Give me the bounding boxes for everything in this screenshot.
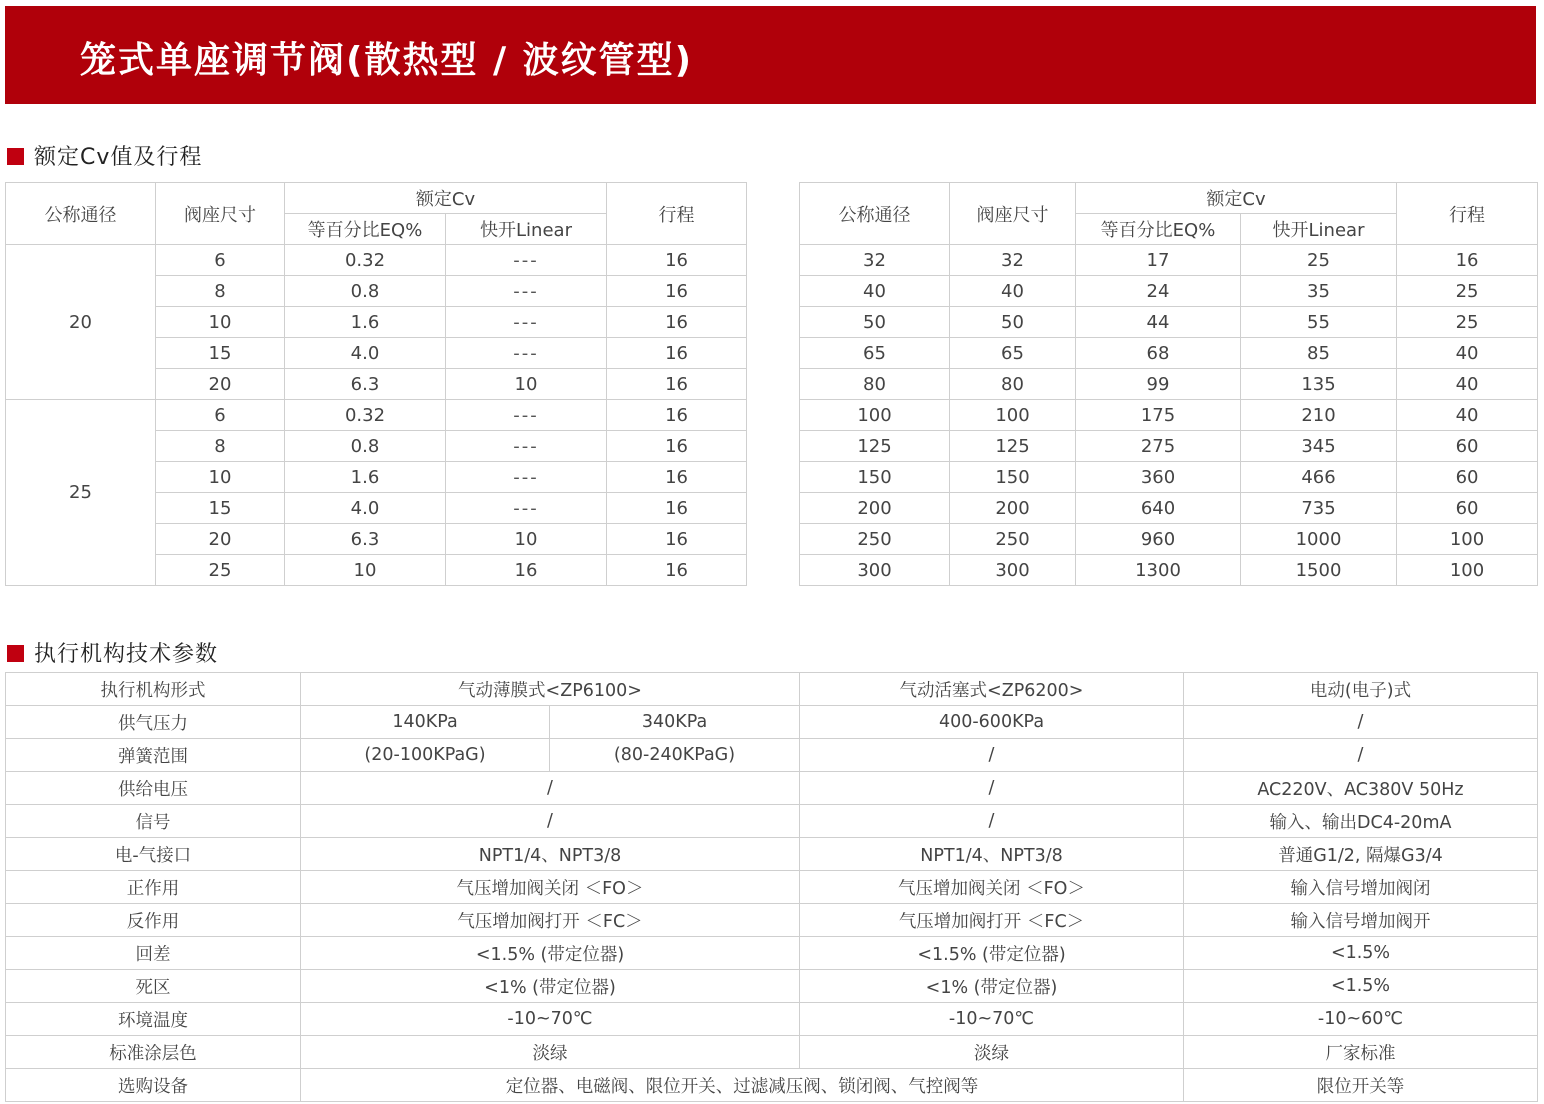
table-cell: 0.32 [285, 400, 446, 431]
table-row [800, 338, 1538, 369]
table-cell: (80-240KPaG) [550, 739, 800, 772]
table-cell: -10~60℃ [1184, 1003, 1538, 1036]
table-cell: 0.8 [285, 431, 446, 462]
row-label: 反作用 [6, 904, 301, 937]
table-cell: / [800, 805, 1184, 838]
header-electric: 电动(电子)式 [1184, 673, 1538, 706]
table-cell: 16 [607, 338, 747, 369]
header-zp6100: 气动薄膜式<ZP6100> [301, 673, 800, 706]
table-row [800, 400, 1538, 431]
table-cell: 32 [800, 245, 950, 276]
table-cell: 32 [950, 245, 1076, 276]
header-equal-percentage: 等百分比EQ% [1076, 214, 1241, 245]
table-cell: 定位器、电磁阀、限位开关、过滤减压阀、锁闭阀、气控阀等 [301, 1069, 1184, 1102]
table-cell: 275 [1076, 431, 1241, 462]
section-cv-title: 额定Cv值及行程 [34, 145, 203, 170]
table-cell: 16 [446, 555, 607, 586]
table-cell: 340KPa [550, 706, 800, 739]
row-label: 电-气接口 [6, 838, 301, 871]
table-row [800, 307, 1538, 338]
table-cell: 淡绿 [301, 1036, 800, 1069]
table-row [800, 431, 1538, 462]
table-cell: 35 [1241, 276, 1397, 307]
header-seat-size: 阀座尺寸 [156, 183, 285, 245]
table-cell: 300 [950, 555, 1076, 586]
table-cell: 65 [950, 338, 1076, 369]
table-row [6, 871, 1538, 904]
table-cell: 60 [1397, 493, 1538, 524]
table-cell: --- [446, 431, 607, 462]
table-cell: 10 [446, 524, 607, 555]
table-row [6, 805, 1538, 838]
table-cell: 16 [607, 431, 747, 462]
table-cell: 150 [800, 462, 950, 493]
nominal-diameter-cell: 25 [6, 400, 156, 586]
table-cell: (20-100KPaG) [301, 739, 550, 772]
table-row [6, 904, 1538, 937]
table-cell: 40 [950, 276, 1076, 307]
table-cell: 80 [800, 369, 950, 400]
table-header-row [800, 183, 1538, 214]
table-row [6, 706, 1538, 739]
table-row [6, 937, 1538, 970]
square-bullet-icon [7, 148, 24, 165]
header-nominal-diameter: 公称通径 [800, 183, 950, 245]
table-cell: --- [446, 400, 607, 431]
table-cell: 0.8 [285, 276, 446, 307]
table-cell: 85 [1241, 338, 1397, 369]
cv-table-left [5, 182, 747, 586]
table-cell: 960 [1076, 524, 1241, 555]
table-cell: 1300 [1076, 555, 1241, 586]
table-cell: 10 [156, 307, 285, 338]
table-cell: 40 [800, 276, 950, 307]
table-cell: <1.5% (带定位器) [301, 937, 800, 970]
table-row [800, 276, 1538, 307]
table-cell: 16 [1397, 245, 1538, 276]
table-header-row [6, 673, 1538, 706]
table-cell: 输入、输出DC4-20mA [1184, 805, 1538, 838]
table-cell: 25 [156, 555, 285, 586]
header-seat-size: 阀座尺寸 [950, 183, 1076, 245]
table-cell: <1% (带定位器) [800, 970, 1184, 1003]
table-cell: 16 [607, 462, 747, 493]
row-label: 供气压力 [6, 706, 301, 739]
table-row [6, 1069, 1538, 1102]
row-label: 信号 [6, 805, 301, 838]
header-stroke: 行程 [1397, 183, 1538, 245]
table-row [800, 245, 1538, 276]
header-rated-cv: 额定Cv [285, 183, 607, 214]
table-cell: 气压增加阀关闭 ＜FO＞ [301, 871, 800, 904]
table-cell: / [301, 805, 800, 838]
table-cell: 6 [156, 400, 285, 431]
table-cell: / [800, 772, 1184, 805]
table-cell: 4.0 [285, 493, 446, 524]
table-cell: 6.3 [285, 369, 446, 400]
table-cell: / [301, 772, 800, 805]
table-cell: 8 [156, 276, 285, 307]
table-cell: 100 [800, 400, 950, 431]
table-cell: 6.3 [285, 524, 446, 555]
table-cell: 100 [1397, 555, 1538, 586]
table-cell: 8 [156, 431, 285, 462]
table-cell: 4.0 [285, 338, 446, 369]
header-quick-open-linear: 快开Linear [1241, 214, 1397, 245]
table-cell: NPT1/4、NPT3/8 [800, 838, 1184, 871]
table-cell: 40 [1397, 400, 1538, 431]
table-cell: 限位开关等 [1184, 1069, 1538, 1102]
header-actuator-type: 执行机构形式 [6, 673, 301, 706]
table-cell: 135 [1241, 369, 1397, 400]
table-cell: / [1184, 706, 1538, 739]
table-cell: 25 [1397, 276, 1538, 307]
table-cell: 0.32 [285, 245, 446, 276]
table-row [6, 1003, 1538, 1036]
table-cell: <1.5% [1184, 970, 1538, 1003]
table-cell: <1% (带定位器) [301, 970, 800, 1003]
section-actuator-title: 执行机构技术参数 [34, 642, 219, 667]
table-cell: 1.6 [285, 462, 446, 493]
table-cell: 55 [1241, 307, 1397, 338]
table-cell: 24 [1076, 276, 1241, 307]
table-cell: 125 [950, 431, 1076, 462]
row-label: 选购设备 [6, 1069, 301, 1102]
table-row [6, 739, 1538, 772]
actuator-table [5, 672, 1538, 1102]
table-cell: 淡绿 [800, 1036, 1184, 1069]
page-title: 笼式单座调节阀(散热型 / 波纹管型) [80, 40, 694, 81]
table-cell: 输入信号增加阀闭 [1184, 871, 1538, 904]
table-cell: / [1184, 739, 1538, 772]
header-equal-percentage: 等百分比EQ% [285, 214, 446, 245]
row-label: 供给电压 [6, 772, 301, 805]
square-bullet-icon [7, 645, 24, 662]
table-cell: 140KPa [301, 706, 550, 739]
table-cell: --- [446, 462, 607, 493]
table-cell: 125 [800, 431, 950, 462]
table-row [6, 245, 747, 276]
table-cell: 16 [607, 307, 747, 338]
title-banner [5, 6, 1536, 104]
table-cell: 40 [1397, 369, 1538, 400]
table-row [6, 838, 1538, 871]
table-cell: 65 [800, 338, 950, 369]
table-cell: <1.5% (带定位器) [800, 937, 1184, 970]
header-nominal-diameter: 公称通径 [6, 183, 156, 245]
table-cell: 1500 [1241, 555, 1397, 586]
table-cell: 20 [156, 524, 285, 555]
table-cell: 17 [1076, 245, 1241, 276]
table-cell: 360 [1076, 462, 1241, 493]
table-cell: 735 [1241, 493, 1397, 524]
table-cell: 300 [800, 555, 950, 586]
table-cell: 10 [285, 555, 446, 586]
row-label: 标准涂层色 [6, 1036, 301, 1069]
table-row [6, 1036, 1538, 1069]
row-label: 死区 [6, 970, 301, 1003]
table-cell: 80 [950, 369, 1076, 400]
table-cell: 气压增加阀打开 ＜FC＞ [301, 904, 800, 937]
table-cell: 25 [1241, 245, 1397, 276]
table-cell: 210 [1241, 400, 1397, 431]
table-cell: 15 [156, 338, 285, 369]
table-row [800, 524, 1538, 555]
table-cell: 68 [1076, 338, 1241, 369]
table-cell: 175 [1076, 400, 1241, 431]
table-cell: 气压增加阀打开 ＜FC＞ [800, 904, 1184, 937]
table-cell: 400-600KPa [800, 706, 1184, 739]
table-row [6, 400, 747, 431]
table-cell: --- [446, 245, 607, 276]
table-cell: 40 [1397, 338, 1538, 369]
table-cell: AC220V、AC380V 50Hz [1184, 772, 1538, 805]
table-cell: 200 [800, 493, 950, 524]
table-header-row [6, 183, 747, 214]
table-cell: --- [446, 276, 607, 307]
table-cell: 150 [950, 462, 1076, 493]
table-row [800, 493, 1538, 524]
row-label: 正作用 [6, 871, 301, 904]
table-cell: -10~70℃ [301, 1003, 800, 1036]
table-cell: <1.5% [1184, 937, 1538, 970]
table-cell: 16 [607, 369, 747, 400]
table-cell: 50 [800, 307, 950, 338]
table-cell: 200 [950, 493, 1076, 524]
table-cell: 25 [1397, 307, 1538, 338]
table-row [800, 369, 1538, 400]
table-row [6, 970, 1538, 1003]
table-cell: 44 [1076, 307, 1241, 338]
table-cell: 100 [950, 400, 1076, 431]
header-zp6200: 气动活塞式<ZP6200> [800, 673, 1184, 706]
table-cell: 466 [1241, 462, 1397, 493]
table-cell: 640 [1076, 493, 1241, 524]
nominal-diameter-cell: 20 [6, 245, 156, 400]
table-cell: 6 [156, 245, 285, 276]
table-cell: 20 [156, 369, 285, 400]
table-cell: 1.6 [285, 307, 446, 338]
row-label: 回差 [6, 937, 301, 970]
table-row [6, 772, 1538, 805]
table-cell: --- [446, 338, 607, 369]
table-row [800, 555, 1538, 586]
table-cell: 16 [607, 524, 747, 555]
header-quick-open-linear: 快开Linear [446, 214, 607, 245]
table-cell: 50 [950, 307, 1076, 338]
table-cell: 60 [1397, 462, 1538, 493]
header-rated-cv: 额定Cv [1076, 183, 1397, 214]
table-cell: 99 [1076, 369, 1241, 400]
row-label: 弹簧范围 [6, 739, 301, 772]
table-cell: NPT1/4、NPT3/8 [301, 838, 800, 871]
table-cell: 普通G1/2, 隔爆G3/4 [1184, 838, 1538, 871]
table-cell: 气压增加阀关闭 ＜FO＞ [800, 871, 1184, 904]
table-cell: 16 [607, 400, 747, 431]
table-cell: 16 [607, 493, 747, 524]
table-cell: 厂家标准 [1184, 1036, 1538, 1069]
table-cell: 1000 [1241, 524, 1397, 555]
table-row [800, 462, 1538, 493]
table-cell: 345 [1241, 431, 1397, 462]
table-cell: 16 [607, 276, 747, 307]
table-cell: 输入信号增加阀开 [1184, 904, 1538, 937]
table-cell: 10 [446, 369, 607, 400]
row-label: 环境温度 [6, 1003, 301, 1036]
table-cell: 250 [950, 524, 1076, 555]
table-cell: --- [446, 307, 607, 338]
table-cell: 10 [156, 462, 285, 493]
cv-table-right [799, 182, 1538, 586]
table-cell: 15 [156, 493, 285, 524]
table-cell: / [800, 739, 1184, 772]
table-cell: 250 [800, 524, 950, 555]
table-cell: 16 [607, 245, 747, 276]
table-cell: -10~70℃ [800, 1003, 1184, 1036]
table-cell: --- [446, 493, 607, 524]
table-cell: 16 [607, 555, 747, 586]
header-stroke: 行程 [607, 183, 747, 245]
table-cell: 100 [1397, 524, 1538, 555]
table-cell: 60 [1397, 431, 1538, 462]
